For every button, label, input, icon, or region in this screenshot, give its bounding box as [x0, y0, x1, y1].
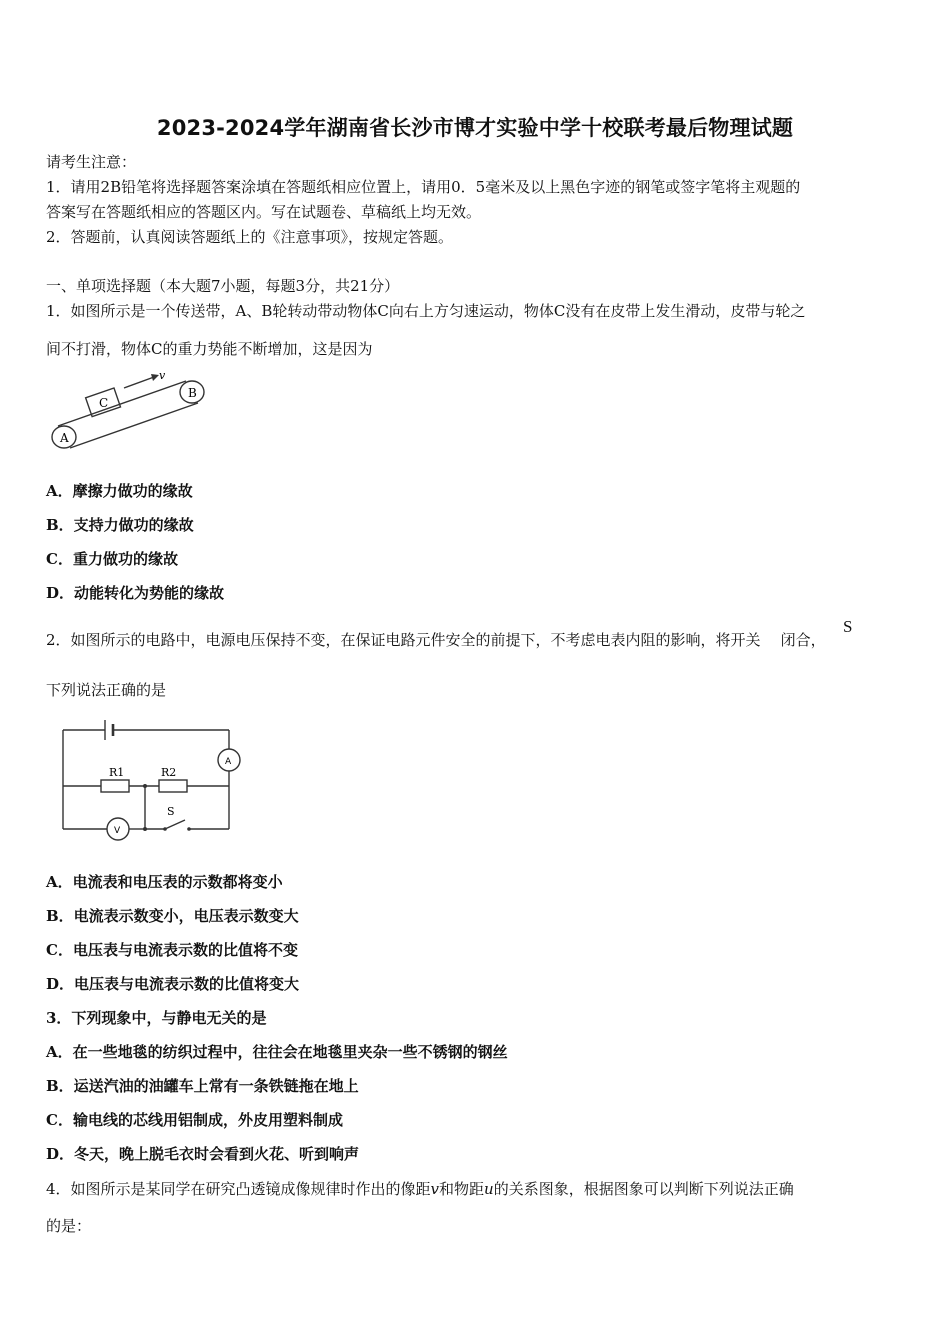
q2-switch-symbol: S — [843, 617, 853, 636]
q1-option-a: A．摩擦力做功的缘故 — [46, 482, 193, 500]
q1-option-b: B．支持力做功的缘故 — [46, 516, 194, 534]
notice-item-2: 2．答题前，认真阅读答题纸上的《注意事项》，按规定答题。 — [46, 228, 454, 246]
q3-option-a: A．在一些地毯的纺织过程中，往往会在地毯里夹杂一些不锈钢的钢丝 — [46, 1043, 508, 1061]
q1-stem-cont: 间不打滑，物体C的重力势能不断增加，这是因为 — [46, 340, 373, 358]
label-c: C — [99, 396, 109, 410]
label-ammeter: A — [225, 757, 232, 767]
page-title: 2023-2024学年湖南省长沙市博才实验中学十校联考最后物理试题 — [156, 116, 794, 140]
q4-stem-part2: 和物距 — [439, 1180, 485, 1198]
notice-item-1-cont: 答案写在答题纸相应的答题区内。写在试题卷、草稿纸上均无效。 — [46, 203, 482, 221]
q1-option-c: C．重力做功的缘故 — [46, 550, 178, 568]
q2-stem-end: 闭合， — [780, 631, 826, 649]
belt-top — [58, 381, 186, 426]
circuit-figure — [55, 716, 245, 846]
label-r1: R1 — [109, 766, 125, 779]
q2-stem-text: 2．如图所示的电路中，电源电压保持不变，在保证电路元件安全的前提下，不考虑电表内阻的影响，将开关 — [46, 631, 761, 649]
label-voltmeter: V — [114, 826, 121, 836]
label-v: v — [159, 369, 166, 382]
q4-stem-part1: 4．如图所示是某同学在研究凸透镜成像规律时作出的像距 — [46, 1180, 431, 1198]
resistor-r2 — [159, 780, 187, 792]
q4-var-v: v — [430, 1180, 440, 1198]
notice-heading: 请考生注意： — [46, 153, 137, 171]
label-a: A — [60, 431, 69, 445]
q2-option-b: B．电流表示数变小，电压表示数变大 — [46, 907, 299, 925]
q2-stem — [46, 630, 826, 650]
velocity-arrow — [124, 377, 154, 388]
section-heading: 一、单项选择题（本大题7小题，每题3分，共21分） — [46, 277, 400, 295]
q4-stem — [46, 1179, 794, 1199]
label-s: S — [167, 805, 175, 818]
switch-s — [165, 820, 185, 829]
q2-option-c: C．电压表与电流表示数的比值将不变 — [46, 941, 298, 959]
q4-var-u: u — [484, 1180, 494, 1198]
q4-stem-part3: 的关系图象，根据图象可以判断下列说法正确 — [493, 1180, 794, 1198]
velocity-arrow-head — [151, 374, 159, 381]
q2-option-a: A．电流表和电压表的示数都将变小 — [46, 873, 283, 891]
q1-stem: 1．如图所示是一个传送带，A、B轮转动带动物体C向右上方匀速运动，物体C没有在皮带上发生滑动，皮带与轮之 — [46, 302, 806, 320]
notice-item-1: 1．请用2B铅笔将选择题答案涂填在答题纸相应位置上，请用0．5毫米及以上黑色字迹的钢笔或签字笔将主观题的 — [46, 178, 801, 196]
resistor-r1 — [101, 780, 129, 792]
q4-stem-cont: 的是： — [46, 1217, 92, 1235]
q3-option-b: B．运送汽油的油罐车上常有一条铁链拖在地上 — [46, 1077, 359, 1095]
q3-option-c: C．输电线的芯线用铝制成，外皮用塑料制成 — [46, 1111, 343, 1129]
q2-option-d: D．电压表与电流表示数的比值将变大 — [46, 975, 300, 993]
q3-stem: 3．下列现象中，与静电无关的是 — [46, 1009, 267, 1027]
q3-option-d: D．冬天，晚上脱毛衣时会看到火花、听到响声 — [46, 1145, 360, 1163]
label-b: B — [188, 386, 197, 400]
q2-stem-cont: 下列说法正确的是 — [46, 681, 167, 699]
q1-option-d: D．动能转化为势能的缘故 — [46, 584, 225, 602]
label-r2: R2 — [161, 766, 177, 779]
conveyor-belt-figure — [46, 368, 216, 458]
